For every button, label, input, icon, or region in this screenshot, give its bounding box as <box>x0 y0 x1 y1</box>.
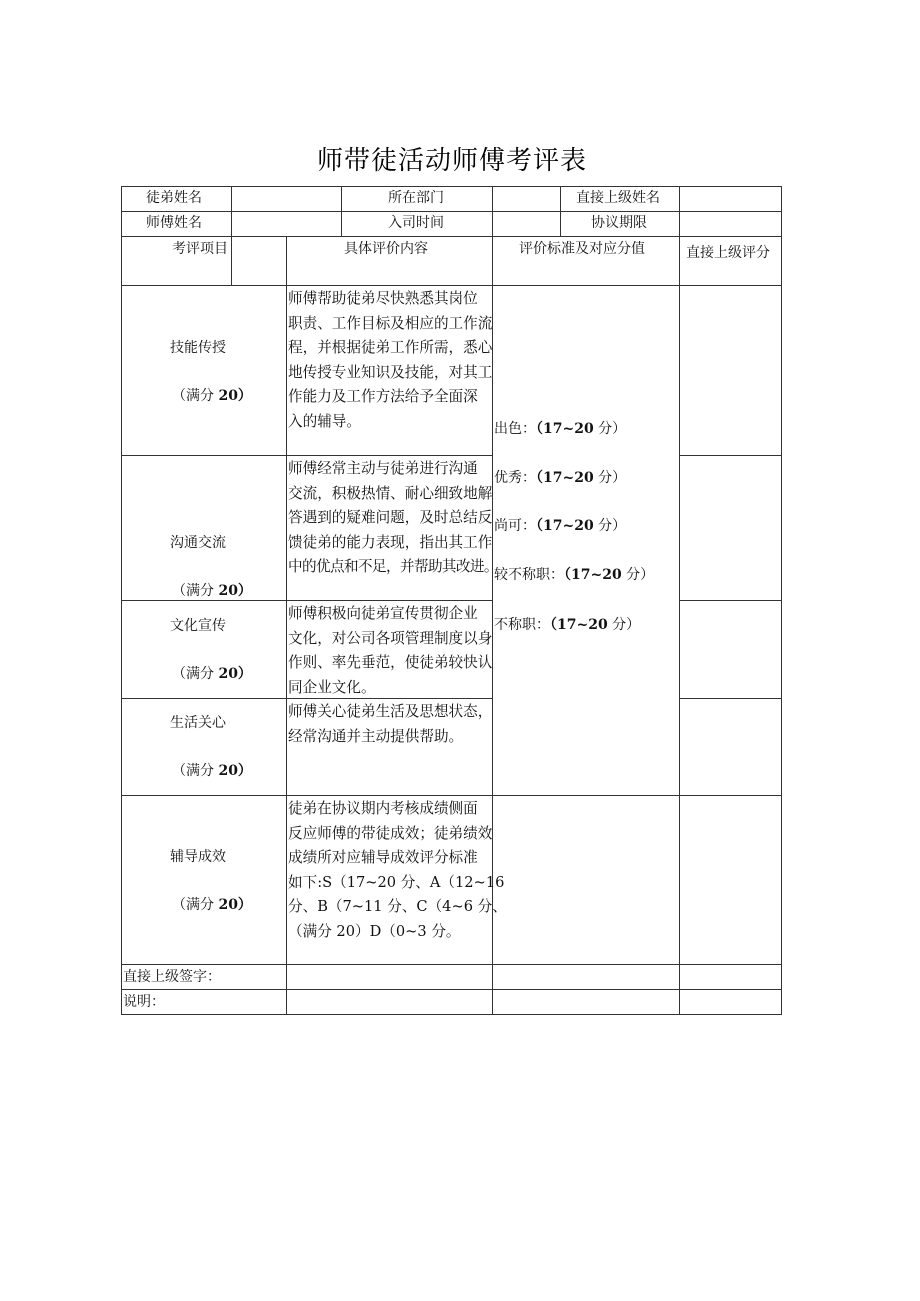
table-rule <box>781 186 782 1015</box>
item-full-score: （满分 20） <box>172 666 252 682</box>
table-rule <box>121 989 782 990</box>
table-rule <box>121 1014 782 1015</box>
agreement-period-label: 协议期限 <box>591 215 647 231</box>
item-description: 师傅关心徒弟生活及思想状态， 经常沟通并主动提供帮助。 <box>288 703 493 745</box>
item-full-score: （满分 20） <box>172 763 252 779</box>
standard-item: 优秀：（17~20 分） <box>494 470 627 486</box>
table-rule <box>679 186 680 236</box>
table-rule <box>679 600 782 601</box>
table-rule <box>121 964 782 965</box>
table-rule <box>231 236 232 285</box>
item-name: 文化宣传 <box>170 618 226 634</box>
standard-item: 不称职：（17~20 分） <box>494 617 641 633</box>
table-rule <box>121 795 782 796</box>
department-label: 所在部门 <box>388 190 444 206</box>
table-rule <box>121 236 782 237</box>
note-label: 说明： <box>123 994 165 1010</box>
supervisor-name-label: 直接上级姓名 <box>576 190 660 206</box>
table-rule <box>679 455 782 456</box>
item-name: 辅导成效 <box>170 849 226 865</box>
item-full-score: （满分 20） <box>172 388 252 404</box>
column-header-standard: 评价标准及对应分值 <box>519 241 645 257</box>
table-rule <box>121 600 492 601</box>
item-description: 师傅经常主动与徒弟进行沟通 交流，积极热情、耐心细致地解 答遇到的疑难问题，及时总结反 馈徒弟的能力表现，指出其工作 中的优点和不足，并帮助其改进。 <box>288 460 498 575</box>
page-title: 师带徒活动师傅考评表 <box>316 146 587 176</box>
master-name-label: 师傅姓名 <box>146 215 202 231</box>
table-rule <box>679 236 680 1015</box>
table-rule <box>121 285 782 286</box>
join-date-label: 入司时间 <box>388 215 444 231</box>
item-name: 沟通交流 <box>170 535 226 551</box>
item-description: 徒弟在协议期内考核成绩侧面 反应师傅的带徒成效；徒弟绩效 成绩所对应辅导成效评分标准 如下:S（17~20 分、A（12~16 分、B（7~11 分、C（4~6 分、 （满分 20）D（0~3 分。 <box>288 800 507 940</box>
table-rule <box>560 186 561 236</box>
standard-item: 尚可：（17~20 分） <box>494 518 627 534</box>
standard-item: 出色：（17~20 分） <box>494 421 627 437</box>
table-rule <box>121 186 782 187</box>
item-full-score: （满分 20） <box>172 583 252 599</box>
table-rule <box>121 455 492 456</box>
table-rule <box>492 186 493 236</box>
table-rule <box>121 211 782 212</box>
item-description: 师傅帮助徒弟尽快熟悉其岗位 职责、工作目标及相应的工作流 程，并根据徒弟工作所需，悉心 地传授专业知识及技能，对其工 作能力及工作方法给予全面深 入的辅导。 <box>288 290 493 430</box>
signature-label: 直接上级签字： <box>123 969 221 985</box>
standard-item: 较不称职：（17~20 分） <box>494 567 655 583</box>
item-full-score: （满分 20） <box>172 897 252 913</box>
table-rule <box>341 186 342 236</box>
table-rule <box>286 236 287 1015</box>
table-rule <box>231 186 232 236</box>
table-rule <box>679 698 782 699</box>
apprentice-name-label: 徒弟姓名 <box>146 190 202 206</box>
table-rule <box>121 186 122 1015</box>
item-name: 生活关心 <box>170 715 226 731</box>
item-name: 技能传授 <box>170 340 226 356</box>
column-header-item: 考评项目 <box>172 241 228 257</box>
item-description: 师傅积极向徒弟宣传贯彻企业 文化，对公司各项管理制度以身 作则、率先垂范，使徒弟较快认 同企业文化。 <box>288 605 493 696</box>
column-header-score: 直接上级评分 <box>686 245 770 261</box>
column-header-content: 具体评价内容 <box>344 241 428 257</box>
